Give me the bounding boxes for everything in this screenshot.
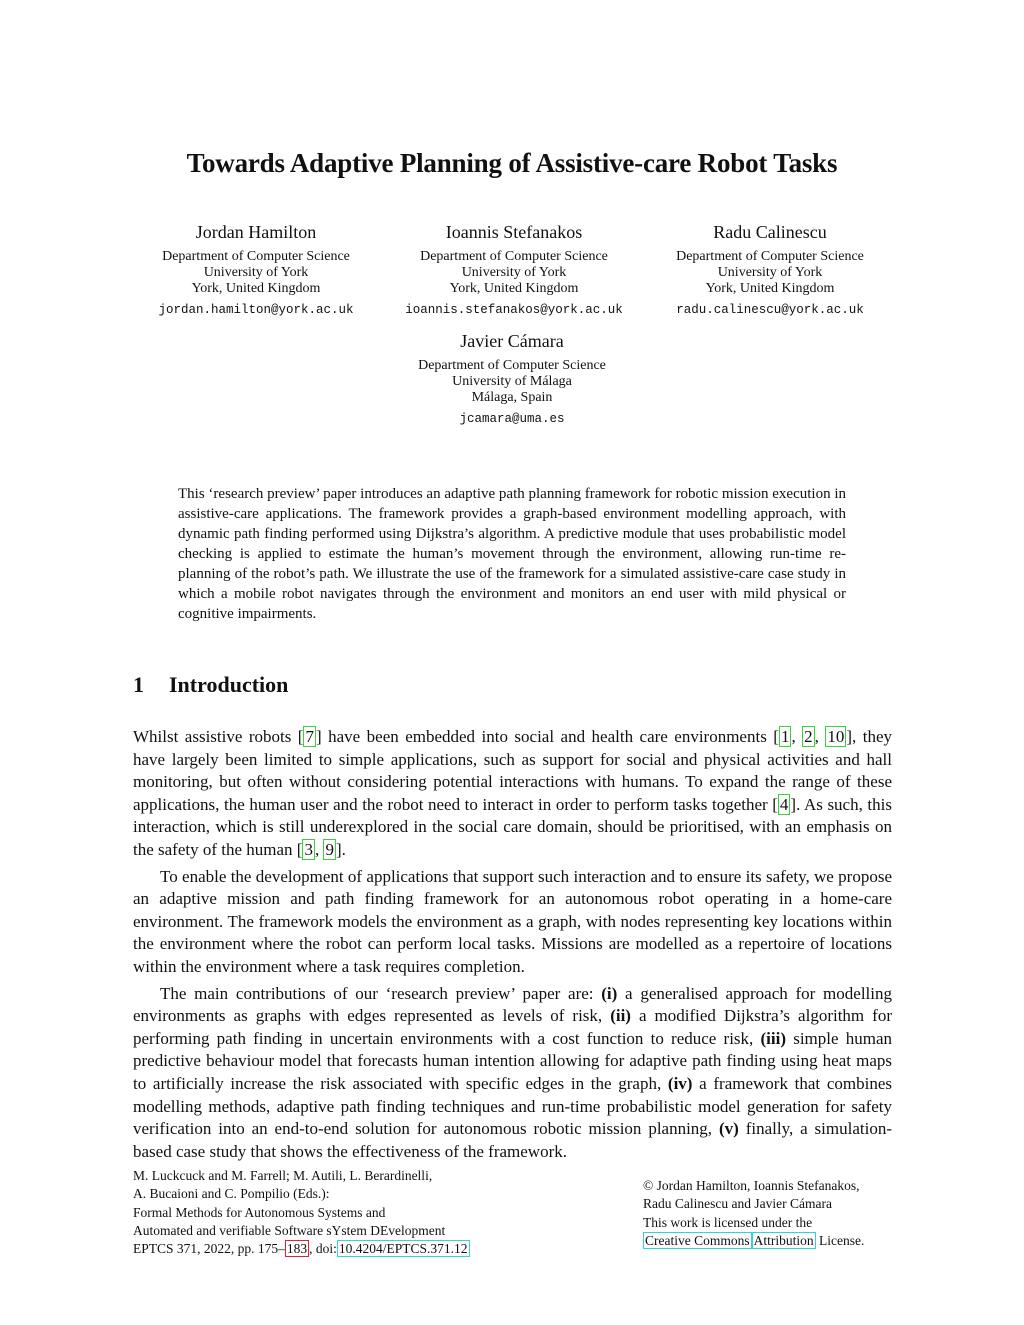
- copyright-info: © Jordan Hamilton, Ioannis Stefanakos, Radu Calinescu and Javier Cámara This work is licensed under the Creative Commons Attribution License.: [643, 1178, 865, 1248]
- author-univ: University of York: [461, 265, 567, 280]
- citation-link[interactable]: 3: [304, 839, 313, 859]
- section-title: Introduction: [169, 672, 289, 697]
- citation-link[interactable]: 10: [827, 727, 845, 746]
- author-name: Ioannis Stefanakos: [445, 222, 583, 242]
- paragraph: Whilst assistive robots [ 7 ] have been embedded into social and health care environments [ 1 , 2 , 10 ], they have largely been limited to simple applications, such as support for social and physical activities and hall monitoring, but often without considering potential interactions with humans. To expand the range of these applications, the human user and the robot need to interact in order to perform tasks together [ 4 ]. As such, this interaction, which is still underexplored in the social care domain, should be prioritised, with an emphasis on the safety of the human [ 3 , 9 ].: [133, 727, 893, 859]
- author-univ: University of York: [717, 265, 823, 280]
- citation-link[interactable]: 7: [305, 727, 314, 746]
- author-email: radu.calinescu@york.ac.uk: [676, 303, 864, 317]
- abstract: This ‘research preview’ paper introduces an adaptive path planning framework for robotic mission execution in assistive-care applications. The framework provides a graph-based environment modelling approach, with dynamic path finding performed using Dijkstra’s algorithm. A predictive module that uses probabilistic model checking is applied to estimate the human’s movement through the environment, allowing run-time re-planning of the robot’s path. We illustrate the use of the framework for a simulated assistive-care case study in which a mobile robot navigates through the environment and monitors an end user with mild physical or cognitive impairments.: [178, 486, 846, 622]
- citation-link[interactable]: 9: [325, 839, 334, 859]
- author-dept: Department of Computer Science: [162, 249, 350, 264]
- author-block-stefanakos: [384, 222, 644, 317]
- author-location: Málaga, Spain: [471, 390, 553, 405]
- creative-commons-link[interactable]: Creative Commons: [645, 1232, 750, 1248]
- paper-title: Towards Adaptive Planning of Assistive-care Robot Tasks: [186, 148, 838, 178]
- author-block-hamilton: [126, 222, 386, 317]
- body-text: [133, 726, 892, 1167]
- author-dept: Department of Computer Science: [676, 249, 864, 264]
- author-name: Jordan Hamilton: [195, 222, 317, 242]
- page-end-link[interactable]: 183: [286, 1241, 308, 1257]
- author-univ: University of York: [203, 265, 309, 280]
- author-block-calinescu: [640, 222, 900, 317]
- citation-link[interactable]: 4: [779, 794, 789, 814]
- section-number: 1: [133, 672, 144, 697]
- author-dept: Department of Computer Science: [420, 249, 608, 264]
- author-block-camara: [382, 331, 642, 426]
- author-email: jcamara@uma.es: [459, 412, 565, 426]
- doi-link[interactable]: 10.4204/EPTCS.371.12: [338, 1241, 468, 1257]
- citation-link[interactable]: 1: [780, 727, 790, 746]
- attribution-link[interactable]: Attribution: [753, 1232, 814, 1248]
- author-name: Javier Cámara: [460, 331, 564, 351]
- author-univ: University of Málaga: [452, 374, 572, 389]
- author-location: York, United Kingdom: [191, 281, 321, 296]
- section-heading: [133, 672, 288, 698]
- author-location: York, United Kingdom: [449, 281, 579, 296]
- citation-link[interactable]: 2: [804, 727, 813, 746]
- paragraph: The main contributions of our ‘research preview’ paper are: (i) a generalised approach for modelling environments as graphs with edges represented as levels of risk, (ii) a modified Dijkstra’s algorithm for performing path finding in uncertain environments with a cost function to reduce risk, (iii) simple human predictive behaviour model that forecasts human intention allowing for adaptive path finding using heat maps to artificially increase the risk associated with specific edges in the graph, (iv) a framework that combines modelling methods, adaptive path finding techniques and run-time probabilistic model generation for safety verification into an end-to-end solution for autonomous robotic mission planning, (v) finally, a simulation-based case study that shows the effectiveness of the framework.: [133, 983, 892, 1161]
- author-location: York, United Kingdom: [705, 281, 835, 296]
- publication-info: M. Luckcuck and M. Farrell; M. Autili, L. Berardinelli, A. Bucaioni and C. Pompilio (Eds.): Formal Methods for Autonomous Systems and Automated and verifiable Software sYstem DEvelopment EPTCS 371, 2022, pp. 175– 183 , doi: 10.4204/EPTCS.371.12: [133, 1168, 468, 1257]
- author-email: jordan.hamilton@york.ac.uk: [158, 303, 354, 317]
- paragraph: To enable the development of applications that support such interaction and to ensure its safety, we propose an adaptive mission and path finding framework for an autonomous robot operating in a home-care environment. The framework models the environment as a graph, with nodes representing key locations within the environment where the robot can perform local tasks. Missions are modelled as a repertoire of locations within the environment where a task requires completion.: [133, 866, 892, 976]
- author-name: Radu Calinescu: [713, 222, 827, 242]
- author-dept: Department of Computer Science: [418, 358, 606, 373]
- author-email: ioannis.stefanakos@york.ac.uk: [405, 303, 623, 317]
